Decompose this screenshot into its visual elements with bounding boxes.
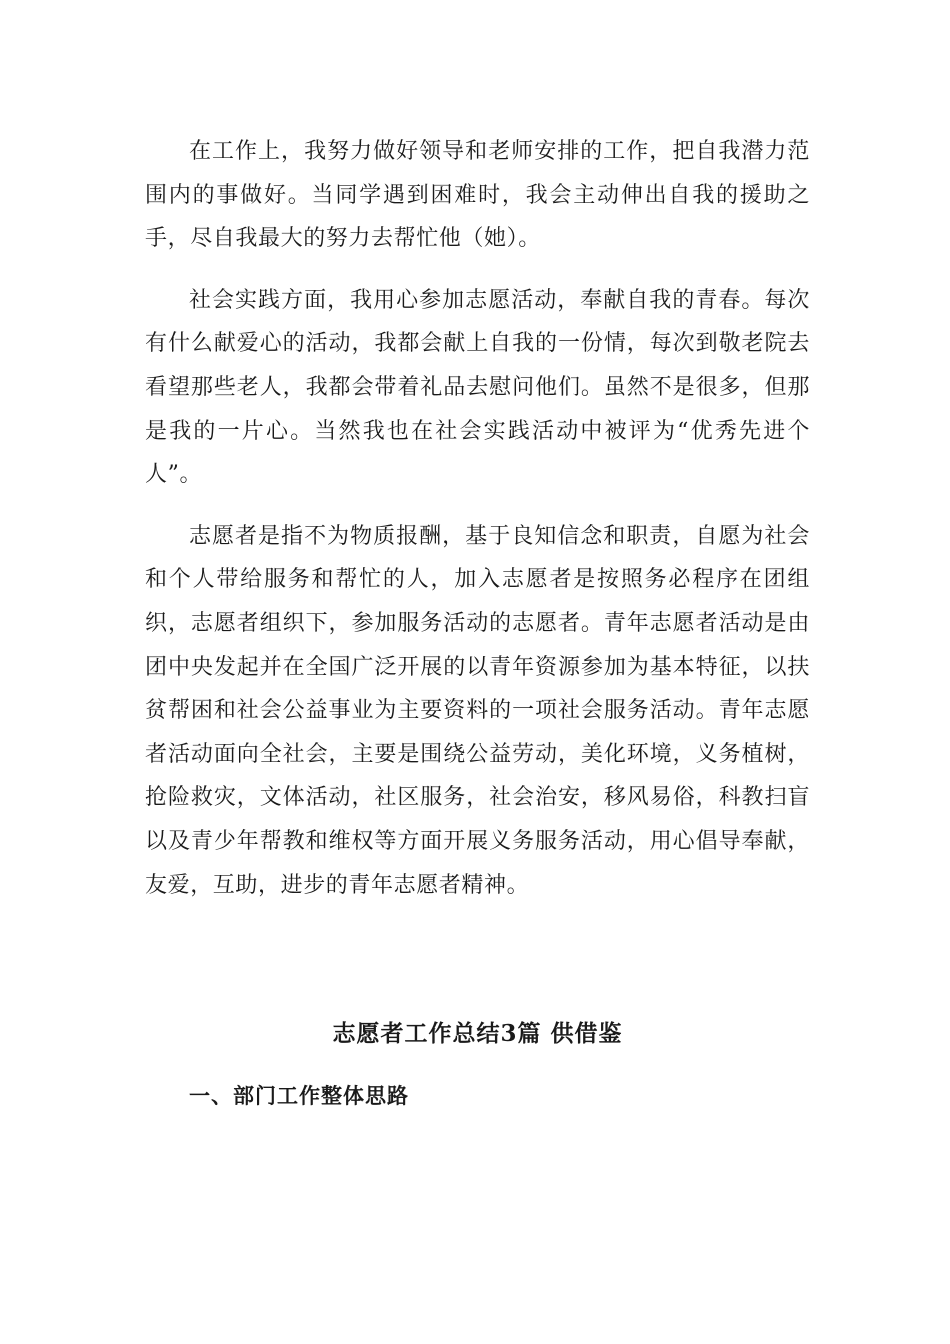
- document-page: [145, 130, 810, 1108]
- document-title: 志愿者工作总结3篇 供借鉴: [332, 1020, 623, 1047]
- paragraph-social-practice: 社会实践方面，我用心参加志愿活动，奉献自我的青春。每次有什么献爱心的活动，我都会献上自我的一份情，每次到敬老院去看望那些老人，我都会带着礼品去慰问他们。虽然不是很多，但那是我的一片心。当然我也在社会实践活动中被评为“优秀先进个人”。: [145, 287, 810, 488]
- paragraph-work: 在工作上，我努力做好领导和老师安排的工作，把自我潜力范围内的事做好。当同学遇到困难时，我会主动伸出自我的援助之手，尽自我最大的努力去帮忙他（她）。: [145, 139, 810, 252]
- paragraph-volunteer-definition: 志愿者是指不为物质报酬，基于良知信念和职责，自愿为社会和个人带给服务和帮忙的人，加入志愿者是按照务必程序在团组织，志愿者组织下，参加服务活动的志愿者。青年志愿者活动是由团中央发起并在全国广泛开展的以青年资源参加为基本特征，以扶贫帮困和社会公益事业为主要资料的一项社会服务活动。青年志愿者活动面向全社会，主要是围绕公益劳动，美化环境，义务植树，抢险救灾，文体活动，社区服务，社会治安，移风易俗，科教扫盲以及青少年帮教和维权等方面开展义务服务活动，用心倡导奉献，友爱，互助，进步的青年志愿者精神。: [145, 523, 810, 898]
- section-heading: 一、部门工作整体思路: [189, 1083, 409, 1108]
